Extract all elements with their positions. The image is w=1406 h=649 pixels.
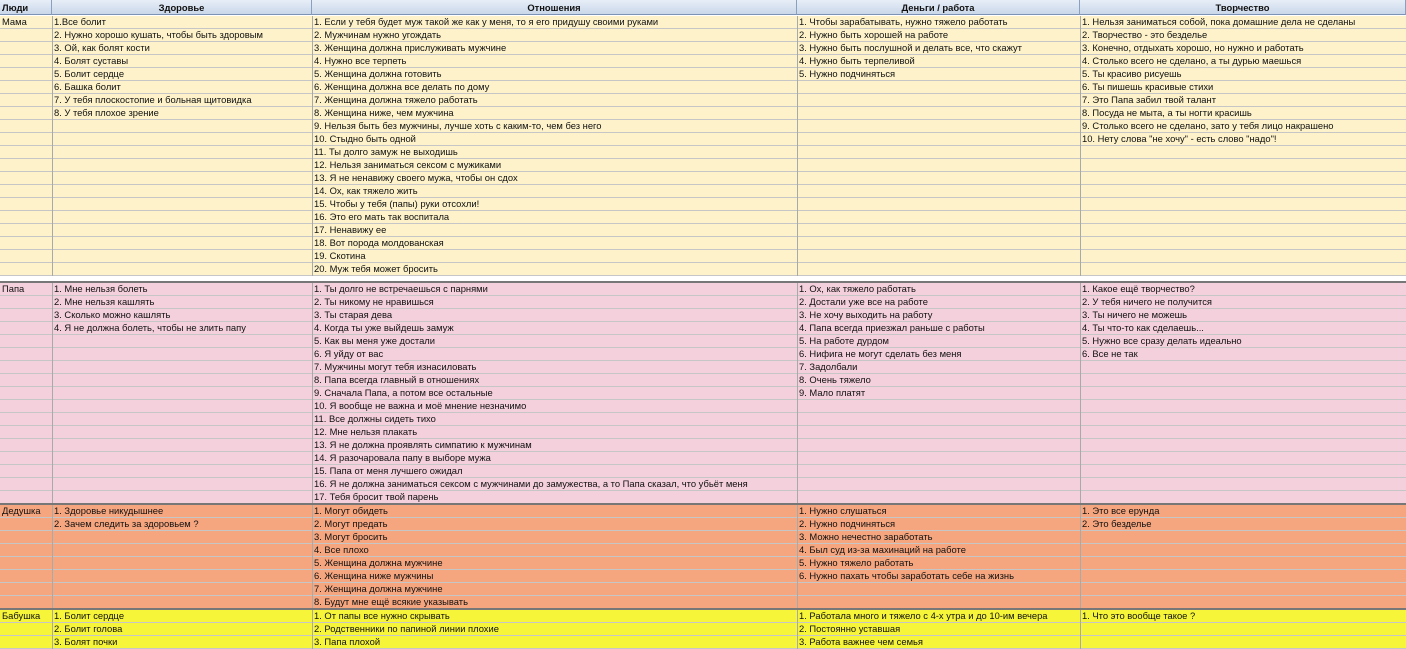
table-row bbox=[0, 505, 1406, 518]
health-cell[interactable]: 2. Зачем следить за здоровьем ? bbox=[54, 518, 199, 529]
table-row bbox=[0, 42, 1406, 55]
table-row bbox=[0, 335, 1406, 348]
creativity-cell[interactable]: 1. Какое ещё творчество? bbox=[1082, 283, 1195, 294]
section-0 bbox=[0, 16, 1406, 276]
table-row bbox=[0, 465, 1406, 478]
money-cell[interactable]: 4. Был суд из-за махинаций на работе bbox=[799, 544, 966, 555]
creativity-cell[interactable]: 6. Ты пишешь красивые стихи bbox=[1082, 81, 1214, 92]
table-row bbox=[0, 636, 1406, 649]
relations-cell[interactable]: 14. Ох, как тяжело жить bbox=[314, 185, 418, 196]
creativity-cell[interactable]: 1. Нельзя заниматься собой, пока домашние дела не сделаны bbox=[1082, 16, 1356, 27]
relations-cell[interactable]: 3. Могут бросить bbox=[314, 531, 388, 542]
column-divider bbox=[312, 610, 313, 649]
column-divider bbox=[1080, 16, 1081, 276]
health-cell[interactable]: 7. У тебя плоскостопие и больная щитовидка bbox=[54, 94, 252, 105]
money-cell[interactable]: 2. Достали уже все на работе bbox=[799, 296, 928, 307]
relations-cell[interactable]: 3. Папа плохой bbox=[314, 636, 381, 647]
relations-cell[interactable]: 1. От папы все нужно скрывать bbox=[314, 610, 450, 621]
relations-cell[interactable]: 7. Женщина должна мужчине bbox=[314, 583, 443, 594]
relations-cell[interactable]: 16. Это его мать так воспитала bbox=[314, 211, 450, 222]
money-cell[interactable]: 7. Задолбали bbox=[799, 361, 858, 372]
header-money[interactable]: Деньги / работа bbox=[797, 0, 1080, 15]
health-cell[interactable]: 3. Сколько можно кашлять bbox=[54, 309, 171, 320]
relations-cell[interactable]: 8. Будут мне ещё всякие указывать bbox=[314, 596, 468, 607]
section-separator bbox=[0, 608, 1406, 610]
money-cell[interactable]: 1. Нужно слушаться bbox=[799, 505, 887, 516]
relations-cell[interactable]: 5. Как вы меня уже достали bbox=[314, 335, 436, 346]
health-cell[interactable]: 4. Болят суставы bbox=[54, 55, 129, 66]
column-divider bbox=[1080, 505, 1081, 609]
table-row bbox=[0, 309, 1406, 322]
table-row bbox=[0, 413, 1406, 426]
column-divider bbox=[797, 610, 798, 649]
section-1 bbox=[0, 283, 1406, 504]
table-row bbox=[0, 185, 1406, 198]
table-row bbox=[0, 531, 1406, 544]
creativity-cell[interactable]: 3. Ты ничего не можешь bbox=[1082, 309, 1188, 320]
health-cell[interactable]: 2. Мне нельзя кашлять bbox=[54, 296, 155, 307]
column-divider bbox=[312, 505, 313, 609]
column-divider bbox=[797, 283, 798, 504]
table-row bbox=[0, 426, 1406, 439]
relations-cell[interactable]: 5. Женщина должна готовить bbox=[314, 68, 442, 79]
section-3 bbox=[0, 610, 1406, 649]
table-row bbox=[0, 610, 1406, 623]
table-row bbox=[0, 224, 1406, 237]
table-row bbox=[0, 107, 1406, 120]
health-cell[interactable]: 8. У тебя плохое зрение bbox=[54, 107, 159, 118]
money-cell[interactable]: 1. Чтобы зарабатывать, нужно тяжело работать bbox=[799, 16, 1008, 27]
table-row bbox=[0, 133, 1406, 146]
relations-cell[interactable]: 4. Нужно все терпеть bbox=[314, 55, 407, 66]
relations-cell[interactable]: 8. Женщина ниже, чем мужчина bbox=[314, 107, 454, 118]
table-row bbox=[0, 250, 1406, 263]
money-cell[interactable]: 8. Очень тяжело bbox=[799, 374, 871, 385]
relations-cell[interactable]: 14. Я разочаровала папу в выборе мужа bbox=[314, 452, 491, 463]
table-row bbox=[0, 439, 1406, 452]
table-row bbox=[0, 16, 1406, 29]
table-row bbox=[0, 400, 1406, 413]
column-divider bbox=[1080, 283, 1081, 504]
table-row bbox=[0, 348, 1406, 361]
relations-cell[interactable]: 3. Женщина должна прислуживать мужчине bbox=[314, 42, 507, 53]
money-cell[interactable]: 3. Не хочу выходить на работу bbox=[799, 309, 933, 320]
table-row bbox=[0, 570, 1406, 583]
creativity-cell[interactable]: 1. Это все ерунда bbox=[1082, 505, 1160, 516]
person-cell[interactable]: Дедушка bbox=[2, 505, 41, 516]
relations-cell[interactable]: 6. Я уйду от вас bbox=[314, 348, 384, 359]
health-cell[interactable]: 1. Болит сердце bbox=[54, 610, 125, 621]
relations-cell[interactable]: 16. Я не должна заниматься сексом с мужчинами до замужества, а то Папа сказал, что убьёт меня bbox=[314, 478, 748, 489]
health-cell[interactable]: 4. Я не должна болеть, чтобы не злить папу bbox=[54, 322, 246, 333]
creativity-cell[interactable]: 2. Творчество - это безделье bbox=[1082, 29, 1208, 40]
creativity-cell[interactable]: 2. У тебя ничего не получится bbox=[1082, 296, 1212, 307]
column-divider bbox=[1080, 610, 1081, 649]
relations-cell[interactable]: 4. Все плохо bbox=[314, 544, 369, 555]
money-cell[interactable]: 4. Нужно быть терпеливой bbox=[799, 55, 915, 66]
creativity-cell[interactable]: 7. Это Папа забил твой талант bbox=[1082, 94, 1216, 105]
relations-cell[interactable]: 10. Стыдно быть одной bbox=[314, 133, 416, 144]
table-row bbox=[0, 322, 1406, 335]
relations-cell[interactable]: 5. Женщина должна мужчине bbox=[314, 557, 443, 568]
relations-cell[interactable]: 15. Чтобы у тебя (папы) руки отсохли! bbox=[314, 198, 480, 209]
relations-cell[interactable]: 11. Ты долго замуж не выходишь bbox=[314, 146, 458, 157]
person-cell[interactable]: Бабушка bbox=[2, 610, 41, 621]
column-divider bbox=[797, 16, 798, 276]
health-cell[interactable]: 3. Ой, как болят кости bbox=[54, 42, 150, 53]
relations-cell[interactable]: 18. Вот порода молдованская bbox=[314, 237, 444, 248]
creativity-cell[interactable]: 10. Нету слова "не хочу" - есть слово "надо"! bbox=[1082, 133, 1277, 144]
table-row bbox=[0, 211, 1406, 224]
health-cell[interactable]: 2. Болит голова bbox=[54, 623, 123, 634]
relations-cell[interactable]: 7. Мужчины могут тебя изнасиловать bbox=[314, 361, 477, 372]
table-row bbox=[0, 623, 1406, 636]
relations-cell[interactable]: 12. Нельзя заниматься сексом с мужиками bbox=[314, 159, 502, 170]
table-row bbox=[0, 198, 1406, 211]
column-divider bbox=[52, 283, 53, 504]
money-cell[interactable]: 4. Папа всегда приезжал раньше с работы bbox=[799, 322, 985, 333]
table-row bbox=[0, 263, 1406, 276]
money-cell[interactable]: 6. Нифига не могут сделать без меня bbox=[799, 348, 962, 359]
header-health[interactable]: Здоровье bbox=[52, 0, 312, 15]
person-cell[interactable]: Мама bbox=[2, 16, 27, 27]
relations-cell[interactable]: 17. Тебя бросит твой парень bbox=[314, 491, 439, 502]
table-row bbox=[0, 374, 1406, 387]
table-row bbox=[0, 237, 1406, 250]
creativity-cell[interactable]: 8. Посуда не мыта, а ты ногти красишь bbox=[1082, 107, 1252, 118]
relations-cell[interactable]: 8. Папа всегда главный в отношениях bbox=[314, 374, 480, 385]
table-row bbox=[0, 172, 1406, 185]
money-cell[interactable]: 5. На работе дурдом bbox=[799, 335, 890, 346]
table-row bbox=[0, 55, 1406, 68]
relations-cell[interactable]: 11. Все должны сидеть тихо bbox=[314, 413, 436, 424]
table-row bbox=[0, 387, 1406, 400]
section-separator bbox=[0, 503, 1406, 505]
creativity-cell[interactable]: 4. Ты что-то как сделаешь... bbox=[1082, 322, 1204, 333]
header-relations[interactable]: Отношения bbox=[312, 0, 797, 15]
money-cell[interactable]: 3. Работа важнее чем семья bbox=[799, 636, 923, 647]
relations-cell[interactable]: 2. Родственники по папиной линии плохие bbox=[314, 623, 499, 634]
money-cell[interactable]: 1. Работала много и тяжело с 4-х утра и до 10-им вечера bbox=[799, 610, 1048, 621]
person-cell[interactable]: Папа bbox=[2, 283, 25, 294]
relations-cell[interactable]: 2. Ты никому не нравишься bbox=[314, 296, 434, 307]
relations-cell[interactable]: 10. Я вообще не важна и моё мнение незначимо bbox=[314, 400, 527, 411]
column-divider bbox=[312, 16, 313, 276]
creativity-cell[interactable]: 5. Нужно все сразу делать идеально bbox=[1082, 335, 1242, 346]
money-cell[interactable]: 9. Мало платят bbox=[799, 387, 866, 398]
relations-cell[interactable]: 6. Женщина ниже мужчины bbox=[314, 570, 434, 581]
relations-cell[interactable]: 12. Мне нельзя плакать bbox=[314, 426, 418, 437]
header-creativity[interactable]: Творчество bbox=[1080, 0, 1406, 15]
health-cell[interactable]: 6. Башка болит bbox=[54, 81, 121, 92]
section-2 bbox=[0, 505, 1406, 609]
table-row bbox=[0, 146, 1406, 159]
creativity-cell[interactable]: 6. Все не так bbox=[1082, 348, 1138, 359]
table-row bbox=[0, 81, 1406, 94]
relations-cell[interactable]: 1. Ты долго не встречаешься с парнями bbox=[314, 283, 488, 294]
health-cell[interactable]: 2. Нужно хорошо кушать, чтобы быть здоровым bbox=[54, 29, 263, 40]
table-row bbox=[0, 68, 1406, 81]
health-cell[interactable]: 3. Болят почки bbox=[54, 636, 118, 647]
health-cell[interactable]: 1. Мне нельзя болеть bbox=[54, 283, 148, 294]
creativity-cell[interactable]: 9. Столько всего не сделано, зато у тебя лицо накрашено bbox=[1082, 120, 1334, 131]
creativity-cell[interactable]: 4. Столько всего не сделано, а ты дурью маешься bbox=[1082, 55, 1302, 66]
relations-cell[interactable]: 17. Ненавижу ее bbox=[314, 224, 387, 235]
money-cell[interactable]: 2. Нужно быть хорошей на работе bbox=[799, 29, 949, 40]
table-row bbox=[0, 296, 1406, 309]
table-row bbox=[0, 29, 1406, 42]
creativity-cell[interactable]: 1. Что это вообще такое ? bbox=[1082, 610, 1196, 621]
table-row bbox=[0, 583, 1406, 596]
money-cell[interactable]: 5. Нужно тяжело работать bbox=[799, 557, 914, 568]
relations-cell[interactable]: 6. Женщина должна все делать по дому bbox=[314, 81, 490, 92]
creativity-cell[interactable]: 3. Конечно, отдыхать хорошо, но нужно и работать bbox=[1082, 42, 1304, 53]
relations-cell[interactable]: 2. Могут предать bbox=[314, 518, 388, 529]
table-row bbox=[0, 120, 1406, 133]
relations-cell[interactable]: 20. Муж тебя может бросить bbox=[314, 263, 438, 274]
table-row bbox=[0, 283, 1406, 296]
table-row bbox=[0, 478, 1406, 491]
money-cell[interactable]: 6. Нужно пахать чтобы заработать себе на жизнь bbox=[799, 570, 1014, 581]
relations-cell[interactable]: 2. Мужчинам нужно угождать bbox=[314, 29, 442, 40]
relations-cell[interactable]: 9. Нельзя быть без мужчины, лучше хоть с каким-то, чем без него bbox=[314, 120, 602, 131]
column-divider bbox=[52, 505, 53, 609]
relations-cell[interactable]: 4. Когда ты уже выйдешь замуж bbox=[314, 322, 454, 333]
relations-cell[interactable]: 15. Папа от меня лучшего ожидал bbox=[314, 465, 463, 476]
money-cell[interactable]: 1. Ох, как тяжело работать bbox=[799, 283, 916, 294]
table-row bbox=[0, 361, 1406, 374]
table-row bbox=[0, 544, 1406, 557]
column-divider bbox=[52, 610, 53, 649]
creativity-cell[interactable]: 5. Ты красиво рисуешь bbox=[1082, 68, 1182, 79]
column-divider bbox=[52, 16, 53, 276]
relations-cell[interactable]: 1. Могут обидеть bbox=[314, 505, 388, 516]
table-row bbox=[0, 557, 1406, 570]
money-cell[interactable]: 3. Можно нечестно заработать bbox=[799, 531, 933, 542]
table-row bbox=[0, 159, 1406, 172]
table-row bbox=[0, 452, 1406, 465]
table-row bbox=[0, 94, 1406, 107]
relations-cell[interactable]: 19. Скотина bbox=[314, 250, 366, 261]
header-row bbox=[0, 0, 1406, 16]
health-cell[interactable]: 5. Болит сердце bbox=[54, 68, 125, 79]
relations-cell[interactable]: 13. Я не ненавижу своего мужа, чтобы он сдох bbox=[314, 172, 518, 183]
health-cell[interactable]: 1. Здоровье никудышнее bbox=[54, 505, 164, 516]
money-cell[interactable]: 2. Постоянно уставшая bbox=[799, 623, 901, 634]
money-cell[interactable]: 3. Нужно быть послушной и делать все, что скажут bbox=[799, 42, 1022, 53]
money-cell[interactable]: 2. Нужно подчиняться bbox=[799, 518, 896, 529]
money-cell[interactable]: 5. Нужно подчиняться bbox=[799, 68, 896, 79]
column-divider bbox=[797, 505, 798, 609]
table-row bbox=[0, 518, 1406, 531]
creativity-cell[interactable]: 2. Это безделье bbox=[1082, 518, 1152, 529]
relations-cell[interactable]: 3. Ты старая дева bbox=[314, 309, 393, 320]
health-cell[interactable]: 1.Все болит bbox=[54, 16, 106, 27]
relations-cell[interactable]: 1. Если у тебя будет муж такой же как у меня, то я его придушу своими руками bbox=[314, 16, 659, 27]
relations-cell[interactable]: 9. Сначала Папа, а потом все остальные bbox=[314, 387, 493, 398]
section-separator bbox=[0, 281, 1406, 283]
relations-cell[interactable]: 13. Я не должна проявлять симпатию к мужчинам bbox=[314, 439, 532, 450]
relations-cell[interactable]: 7. Женщина должна тяжело работать bbox=[314, 94, 478, 105]
column-divider bbox=[312, 283, 313, 504]
header-people[interactable]: Люди bbox=[0, 0, 52, 15]
